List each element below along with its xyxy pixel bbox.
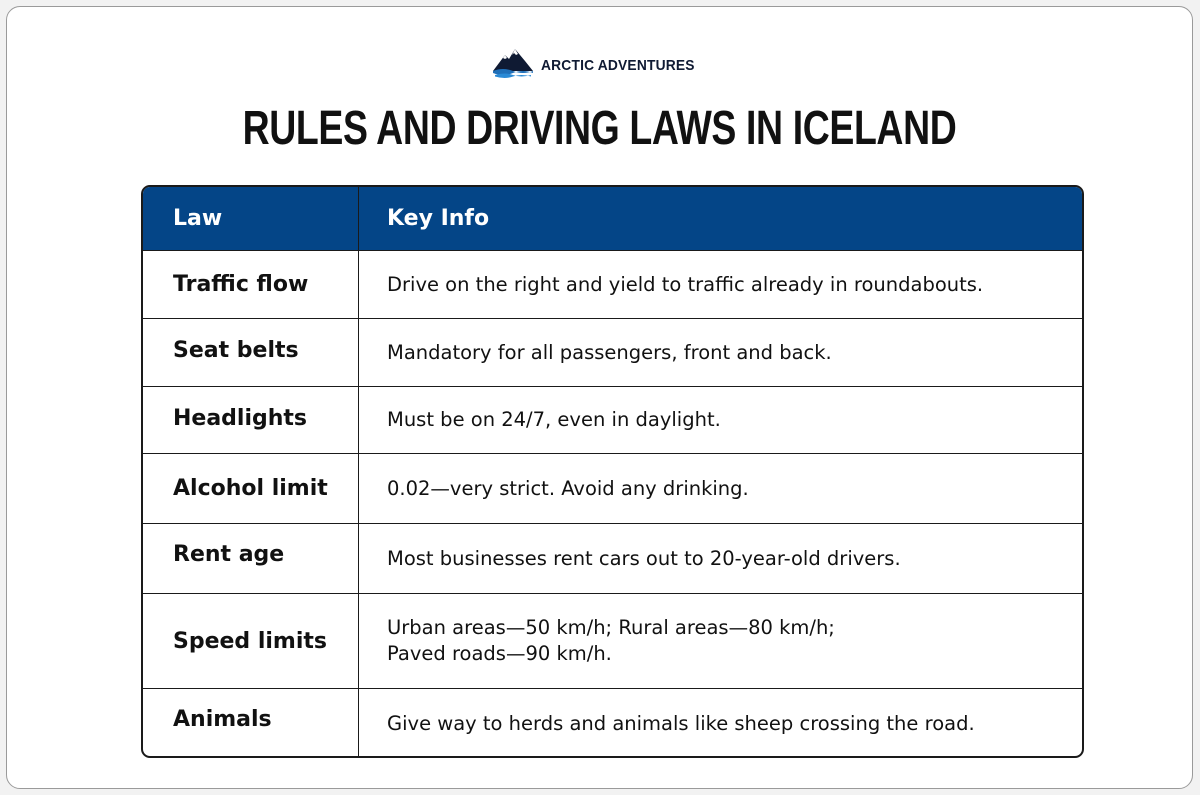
key-info-cell	[359, 594, 1082, 688]
key-info-text: Urban areas—50 km/h; Rural areas—80 km/h; Paved roads—90 km/h.	[387, 616, 835, 665]
law-cell: Traffic flow	[143, 251, 359, 318]
infographic-card	[6, 6, 1193, 789]
brand-name: ARCTIC ADVENTURES	[540, 56, 695, 74]
table-header-row	[143, 187, 1082, 250]
table-row	[143, 318, 1082, 386]
column-header-law: Law	[143, 187, 359, 250]
law-cell: Animals	[143, 689, 359, 758]
table-row	[143, 386, 1082, 453]
table-row	[143, 593, 1082, 688]
table-row	[143, 523, 1082, 593]
law-cell: Rent age	[143, 524, 359, 593]
table-row	[143, 688, 1082, 758]
column-header-key-info: Key Info	[387, 205, 490, 231]
key-info-cell: Give way to herds and animals like sheep crossing the road.	[387, 711, 975, 735]
driving-laws-table	[141, 185, 1084, 758]
law-cell: Headlights	[143, 387, 359, 453]
brand-header	[7, 45, 1192, 79]
table-row	[143, 250, 1082, 318]
law-cell: Seat belts	[143, 319, 359, 386]
page-title: RULES AND DRIVING LAWS IN ICELAND	[242, 102, 957, 155]
mountain-logo-icon	[491, 45, 535, 79]
key-info-cell: Drive on the right and yield to traffic already in roundabouts.	[387, 272, 984, 296]
law-cell: Speed limits	[143, 594, 359, 688]
table-row	[143, 453, 1082, 523]
key-info-cell: Must be on 24/7, even in daylight.	[387, 408, 721, 431]
key-info-cell: Mandatory for all passengers, front and back.	[387, 340, 832, 364]
key-info-cell: Most businesses rent cars out to 20-year-old drivers.	[387, 546, 901, 570]
law-cell: Alcohol limit	[143, 454, 359, 523]
key-info-cell: 0.02—very strict. Avoid any drinking.	[387, 476, 749, 500]
